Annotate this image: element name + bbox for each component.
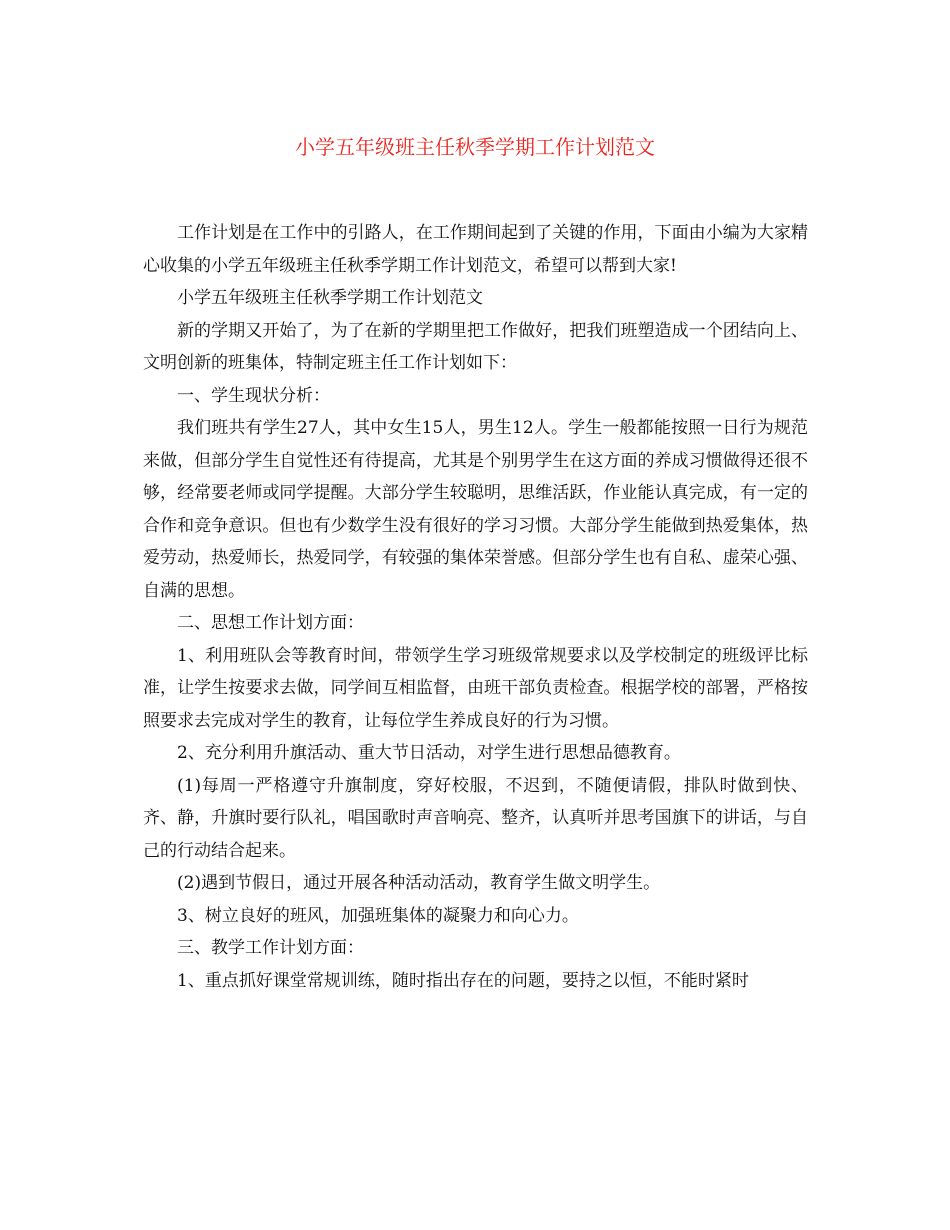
paragraph-intro: 工作计划是在工作中的引路人，在工作期间起到了关键的作用，下面由小编为大家精心收集的小学五年级班主任秋季学期工作计划范文，希望可以帮到大家!	[143, 223, 808, 276]
paragraph-item-2-2-2: (2)遇到节假日，通过开展各种活动活动，教育学生做文明学生。	[177, 873, 661, 893]
paragraph-opening: 新的学期又开始了，为了在新的学期里把工作做好，把我们班塑造成一个团结向上、文明创新的班集体，特制定班主任工作计划如下：	[143, 320, 808, 373]
section-heading-3: 三、教学工作计划方面：	[177, 938, 364, 958]
document-title: 小学五年级班主任秋季学期工作计划范文	[295, 135, 655, 159]
section-heading-1: 一、学生现状分析：	[177, 385, 330, 406]
paragraph-item-3-1: 1、重点抓好课堂常规训练，随时指出存在的问题，要持之以恒，不能时紧时	[177, 970, 749, 991]
paragraph-item-2-2-1: (1)每周一严格遵守升旗制度，穿好校服，不迟到，不随便请假，排队时做到快、齐、静，升旗时要行队礼，唱国歌时声音响亮、整齐，认真听并思考国旗下的讲话，与自己的行动结合起来。	[143, 775, 808, 861]
section-heading-2: 二、思想工作计划方面：	[177, 613, 364, 633]
paragraph-item-2-1: 1、利用班队会等教育时间，带领学生学习班级常规要求以及学校制定的班级评比标准，让学生按要求去做，同学间互相监督，由班干部负责检查。根据学校的部署，严格按照要求去完成对学生的教育，让每位学生养成良好的行为习惯。	[143, 645, 808, 731]
document-body	[143, 217, 808, 997]
paragraph-item-2-2: 2、充分利用升旗活动、重大节日活动，对学生进行思想品德教育。	[177, 743, 681, 763]
paragraph-subtitle: 小学五年级班主任秋季学期工作计划范文	[177, 288, 483, 308]
paragraph-student-analysis: 我们班共有学生27人，其中女生15人，男生12人。学生一般都能按照一日行为规范来做，但部分学生自觉性还有待提高，尤其是个别男学生在这方面的养成习惯做得还很不够，经常要老师或同学提醒。大部分学生较聪明，思维活跃，作业能认真完成，有一定的合作和竞争意识。但也有少数学生没有很好的学习习惯。大部分学生能做到热爱集体，热爱劳动，热爱师长，热爱同学，有较强的集体荣誉感。但部分学生也有自私、虚荣心强、自满的思想。	[143, 418, 808, 601]
paragraph-item-2-3: 3、树立良好的班风，加强班集体的凝聚力和向心力。	[177, 905, 579, 926]
